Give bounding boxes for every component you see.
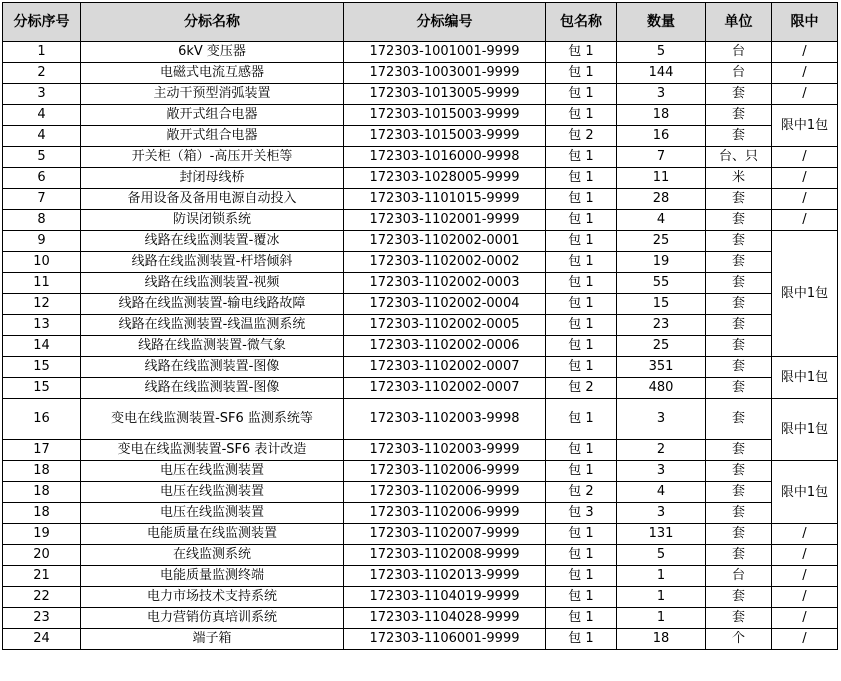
cell-limit: / xyxy=(772,524,838,545)
cell-unit: 套 xyxy=(706,105,772,126)
cell-quantity: 1 xyxy=(617,608,706,629)
cell-name: 变电在线监测装置-SF6 监测系统等 xyxy=(81,399,344,440)
cell-unit: 台 xyxy=(706,566,772,587)
cell-unit: 套 xyxy=(706,378,772,399)
cell-code: 172303-1102002-0002 xyxy=(344,252,546,273)
cell-name: 封闭母线桥 xyxy=(81,168,344,189)
cell-code: 172303-1028005-9999 xyxy=(344,168,546,189)
cell-package: 包 1 xyxy=(546,294,617,315)
cell-code: 172303-1102002-0004 xyxy=(344,294,546,315)
table-row xyxy=(3,63,838,84)
cell-package: 包 1 xyxy=(546,210,617,231)
cell-code: 172303-1102006-9999 xyxy=(344,461,546,482)
cell-seq: 18 xyxy=(3,503,81,524)
cell-quantity: 3 xyxy=(617,503,706,524)
cell-name: 端子箱 xyxy=(81,629,344,650)
cell-seq: 2 xyxy=(3,63,81,84)
cell-unit: 套 xyxy=(706,440,772,461)
cell-unit: 套 xyxy=(706,399,772,440)
cell-quantity: 7 xyxy=(617,147,706,168)
cell-quantity: 25 xyxy=(617,336,706,357)
cell-quantity: 16 xyxy=(617,126,706,147)
cell-quantity: 25 xyxy=(617,231,706,252)
cell-name: 线路在线监测装置-视频 xyxy=(81,273,344,294)
cell-seq: 21 xyxy=(3,566,81,587)
cell-package: 包 1 xyxy=(546,273,617,294)
cell-code: 172303-1102001-9999 xyxy=(344,210,546,231)
cell-name: 电压在线监测装置 xyxy=(81,482,344,503)
cell-unit: 套 xyxy=(706,587,772,608)
table-row xyxy=(3,252,838,273)
cell-limit: / xyxy=(772,63,838,84)
cell-code: 172303-1102007-9999 xyxy=(344,524,546,545)
cell-unit: 套 xyxy=(706,545,772,566)
header-limit: 限中 xyxy=(772,3,838,42)
cell-limit: / xyxy=(772,147,838,168)
cell-name: 电压在线监测装置 xyxy=(81,461,344,482)
cell-name: 线路在线监测装置-覆冰 xyxy=(81,231,344,252)
cell-name: 线路在线监测装置-线温监测系统 xyxy=(81,315,344,336)
table-row xyxy=(3,168,838,189)
cell-quantity: 5 xyxy=(617,545,706,566)
cell-quantity: 4 xyxy=(617,482,706,503)
cell-code: 172303-1001001-9999 xyxy=(344,42,546,63)
cell-name: 电能质量在线监测装置 xyxy=(81,524,344,545)
cell-seq: 10 xyxy=(3,252,81,273)
bid-section-table xyxy=(2,2,838,650)
table-row xyxy=(3,503,838,524)
cell-seq: 18 xyxy=(3,461,81,482)
cell-unit: 套 xyxy=(706,315,772,336)
cell-seq: 17 xyxy=(3,440,81,461)
cell-package: 包 1 xyxy=(546,231,617,252)
cell-package: 包 3 xyxy=(546,503,617,524)
cell-code: 172303-1102006-9999 xyxy=(344,503,546,524)
cell-name: 电力市场技术支持系统 xyxy=(81,587,344,608)
cell-package: 包 1 xyxy=(546,84,617,105)
cell-seq: 15 xyxy=(3,357,81,378)
cell-limit: / xyxy=(772,566,838,587)
cell-package: 包 1 xyxy=(546,587,617,608)
cell-unit: 米 xyxy=(706,168,772,189)
table-row xyxy=(3,147,838,168)
cell-code: 172303-1102013-9999 xyxy=(344,566,546,587)
cell-code: 172303-1102003-9998 xyxy=(344,399,546,440)
cell-quantity: 351 xyxy=(617,357,706,378)
table-row xyxy=(3,189,838,210)
cell-unit: 套 xyxy=(706,461,772,482)
cell-seq: 11 xyxy=(3,273,81,294)
cell-seq: 4 xyxy=(3,126,81,147)
table-row xyxy=(3,461,838,482)
cell-code: 172303-1104028-9999 xyxy=(344,608,546,629)
cell-unit: 套 xyxy=(706,210,772,231)
cell-package: 包 1 xyxy=(546,252,617,273)
cell-limit: 限中1包 xyxy=(772,231,838,357)
header-row xyxy=(3,3,838,42)
table-row xyxy=(3,440,838,461)
cell-name: 变电在线监测装置-SF6 表计改造 xyxy=(81,440,344,461)
cell-seq: 22 xyxy=(3,587,81,608)
cell-code: 172303-1003001-9999 xyxy=(344,63,546,84)
table-row xyxy=(3,294,838,315)
cell-seq: 9 xyxy=(3,231,81,252)
cell-unit: 套 xyxy=(706,84,772,105)
cell-quantity: 28 xyxy=(617,189,706,210)
cell-code: 172303-1102006-9999 xyxy=(344,482,546,503)
cell-unit: 套 xyxy=(706,252,772,273)
cell-limit: 限中1包 xyxy=(772,105,838,147)
cell-code: 172303-1016000-9998 xyxy=(344,147,546,168)
cell-name: 开关柜（箱）-高压开关柜等 xyxy=(81,147,344,168)
cell-limit: / xyxy=(772,629,838,650)
cell-unit: 套 xyxy=(706,336,772,357)
cell-seq: 23 xyxy=(3,608,81,629)
table-row xyxy=(3,357,838,378)
cell-unit: 套 xyxy=(706,189,772,210)
cell-seq: 19 xyxy=(3,524,81,545)
cell-name: 电力营销仿真培训系统 xyxy=(81,608,344,629)
cell-unit: 套 xyxy=(706,273,772,294)
table-row xyxy=(3,315,838,336)
cell-seq: 5 xyxy=(3,147,81,168)
cell-quantity: 4 xyxy=(617,210,706,231)
cell-code: 172303-1015003-9999 xyxy=(344,105,546,126)
table-row xyxy=(3,629,838,650)
table-row xyxy=(3,482,838,503)
header-package: 包名称 xyxy=(546,3,617,42)
table-row xyxy=(3,336,838,357)
header-seq: 分标序号 xyxy=(3,3,81,42)
cell-name: 线路在线监测装置-图像 xyxy=(81,378,344,399)
cell-limit: / xyxy=(772,84,838,105)
cell-package: 包 1 xyxy=(546,357,617,378)
table-row xyxy=(3,378,838,399)
cell-limit: / xyxy=(772,608,838,629)
cell-unit: 套 xyxy=(706,503,772,524)
cell-seq: 3 xyxy=(3,84,81,105)
cell-quantity: 15 xyxy=(617,294,706,315)
cell-seq: 1 xyxy=(3,42,81,63)
cell-code: 172303-1102002-0007 xyxy=(344,378,546,399)
table-row xyxy=(3,42,838,63)
cell-quantity: 11 xyxy=(617,168,706,189)
cell-quantity: 3 xyxy=(617,399,706,440)
cell-seq: 13 xyxy=(3,315,81,336)
cell-name: 线路在线监测装置-杆塔倾斜 xyxy=(81,252,344,273)
cell-limit: / xyxy=(772,42,838,63)
cell-limit: 限中1包 xyxy=(772,357,838,399)
cell-name: 6kV 变压器 xyxy=(81,42,344,63)
cell-unit: 套 xyxy=(706,231,772,252)
cell-code: 172303-1102002-0001 xyxy=(344,231,546,252)
cell-unit: 套 xyxy=(706,357,772,378)
cell-quantity: 18 xyxy=(617,629,706,650)
table-row xyxy=(3,524,838,545)
cell-quantity: 3 xyxy=(617,461,706,482)
cell-quantity: 19 xyxy=(617,252,706,273)
cell-seq: 24 xyxy=(3,629,81,650)
cell-unit: 套 xyxy=(706,294,772,315)
cell-unit: 台 xyxy=(706,63,772,84)
cell-quantity: 18 xyxy=(617,105,706,126)
cell-package: 包 1 xyxy=(546,399,617,440)
cell-quantity: 480 xyxy=(617,378,706,399)
cell-package: 包 1 xyxy=(546,42,617,63)
cell-limit: / xyxy=(772,545,838,566)
cell-package: 包 1 xyxy=(546,315,617,336)
cell-seq: 6 xyxy=(3,168,81,189)
cell-unit: 台、只 xyxy=(706,147,772,168)
cell-name: 线路在线监测装置-微气象 xyxy=(81,336,344,357)
cell-seq: 16 xyxy=(3,399,81,440)
cell-quantity: 131 xyxy=(617,524,706,545)
cell-limit: / xyxy=(772,189,838,210)
table-row xyxy=(3,273,838,294)
cell-unit: 套 xyxy=(706,608,772,629)
cell-seq: 20 xyxy=(3,545,81,566)
cell-name: 电压在线监测装置 xyxy=(81,503,344,524)
cell-name: 线路在线监测装置-图像 xyxy=(81,357,344,378)
cell-code: 172303-1101015-9999 xyxy=(344,189,546,210)
cell-quantity: 144 xyxy=(617,63,706,84)
cell-seq: 18 xyxy=(3,482,81,503)
cell-name: 在线监测系统 xyxy=(81,545,344,566)
cell-package: 包 1 xyxy=(546,566,617,587)
cell-limit: 限中1包 xyxy=(772,461,838,524)
cell-name: 防误闭锁系统 xyxy=(81,210,344,231)
cell-package: 包 1 xyxy=(546,608,617,629)
cell-code: 172303-1102002-0007 xyxy=(344,357,546,378)
cell-unit: 套 xyxy=(706,524,772,545)
cell-package: 包 1 xyxy=(546,147,617,168)
cell-package: 包 2 xyxy=(546,126,617,147)
cell-code: 172303-1102003-9999 xyxy=(344,440,546,461)
cell-quantity: 5 xyxy=(617,42,706,63)
cell-unit: 套 xyxy=(706,126,772,147)
cell-package: 包 1 xyxy=(546,336,617,357)
cell-seq: 4 xyxy=(3,105,81,126)
cell-name: 敞开式组合电器 xyxy=(81,126,344,147)
cell-limit: / xyxy=(772,168,838,189)
table-row xyxy=(3,231,838,252)
cell-package: 包 1 xyxy=(546,105,617,126)
cell-name: 备用设备及备用电源自动投入 xyxy=(81,189,344,210)
table-row xyxy=(3,399,838,440)
cell-name: 电磁式电流互感器 xyxy=(81,63,344,84)
cell-seq: 12 xyxy=(3,294,81,315)
cell-name: 主动干预型消弧装置 xyxy=(81,84,344,105)
cell-code: 172303-1015003-9999 xyxy=(344,126,546,147)
cell-code: 172303-1102002-0003 xyxy=(344,273,546,294)
cell-code: 172303-1106001-9999 xyxy=(344,629,546,650)
cell-code: 172303-1013005-9999 xyxy=(344,84,546,105)
table-row xyxy=(3,105,838,126)
header-name: 分标名称 xyxy=(81,3,344,42)
table-row xyxy=(3,210,838,231)
cell-code: 172303-1102002-0006 xyxy=(344,336,546,357)
cell-seq: 14 xyxy=(3,336,81,357)
cell-package: 包 2 xyxy=(546,378,617,399)
cell-package: 包 1 xyxy=(546,63,617,84)
header-code: 分标编号 xyxy=(344,3,546,42)
cell-quantity: 1 xyxy=(617,587,706,608)
cell-unit: 个 xyxy=(706,629,772,650)
table-row xyxy=(3,126,838,147)
table-row xyxy=(3,587,838,608)
cell-seq: 15 xyxy=(3,378,81,399)
cell-name: 电能质量监测终端 xyxy=(81,566,344,587)
cell-package: 包 1 xyxy=(546,524,617,545)
cell-limit: 限中1包 xyxy=(772,399,838,461)
cell-package: 包 1 xyxy=(546,629,617,650)
cell-package: 包 1 xyxy=(546,168,617,189)
cell-seq: 7 xyxy=(3,189,81,210)
cell-seq: 8 xyxy=(3,210,81,231)
cell-package: 包 1 xyxy=(546,440,617,461)
cell-quantity: 55 xyxy=(617,273,706,294)
header-unit: 单位 xyxy=(706,3,772,42)
cell-quantity: 23 xyxy=(617,315,706,336)
cell-package: 包 1 xyxy=(546,545,617,566)
cell-quantity: 3 xyxy=(617,84,706,105)
table-row xyxy=(3,84,838,105)
cell-quantity: 1 xyxy=(617,566,706,587)
cell-name: 敞开式组合电器 xyxy=(81,105,344,126)
table-row xyxy=(3,608,838,629)
cell-name: 线路在线监测装置-输电线路故障 xyxy=(81,294,344,315)
table-row xyxy=(3,566,838,587)
cell-code: 172303-1102008-9999 xyxy=(344,545,546,566)
cell-package: 包 1 xyxy=(546,189,617,210)
table-row xyxy=(3,545,838,566)
cell-package: 包 1 xyxy=(546,461,617,482)
cell-unit: 套 xyxy=(706,482,772,503)
cell-package: 包 2 xyxy=(546,482,617,503)
cell-quantity: 2 xyxy=(617,440,706,461)
cell-limit: / xyxy=(772,587,838,608)
cell-limit: / xyxy=(772,210,838,231)
cell-unit: 台 xyxy=(706,42,772,63)
cell-code: 172303-1104019-9999 xyxy=(344,587,546,608)
header-quantity: 数量 xyxy=(617,3,706,42)
cell-code: 172303-1102002-0005 xyxy=(344,315,546,336)
